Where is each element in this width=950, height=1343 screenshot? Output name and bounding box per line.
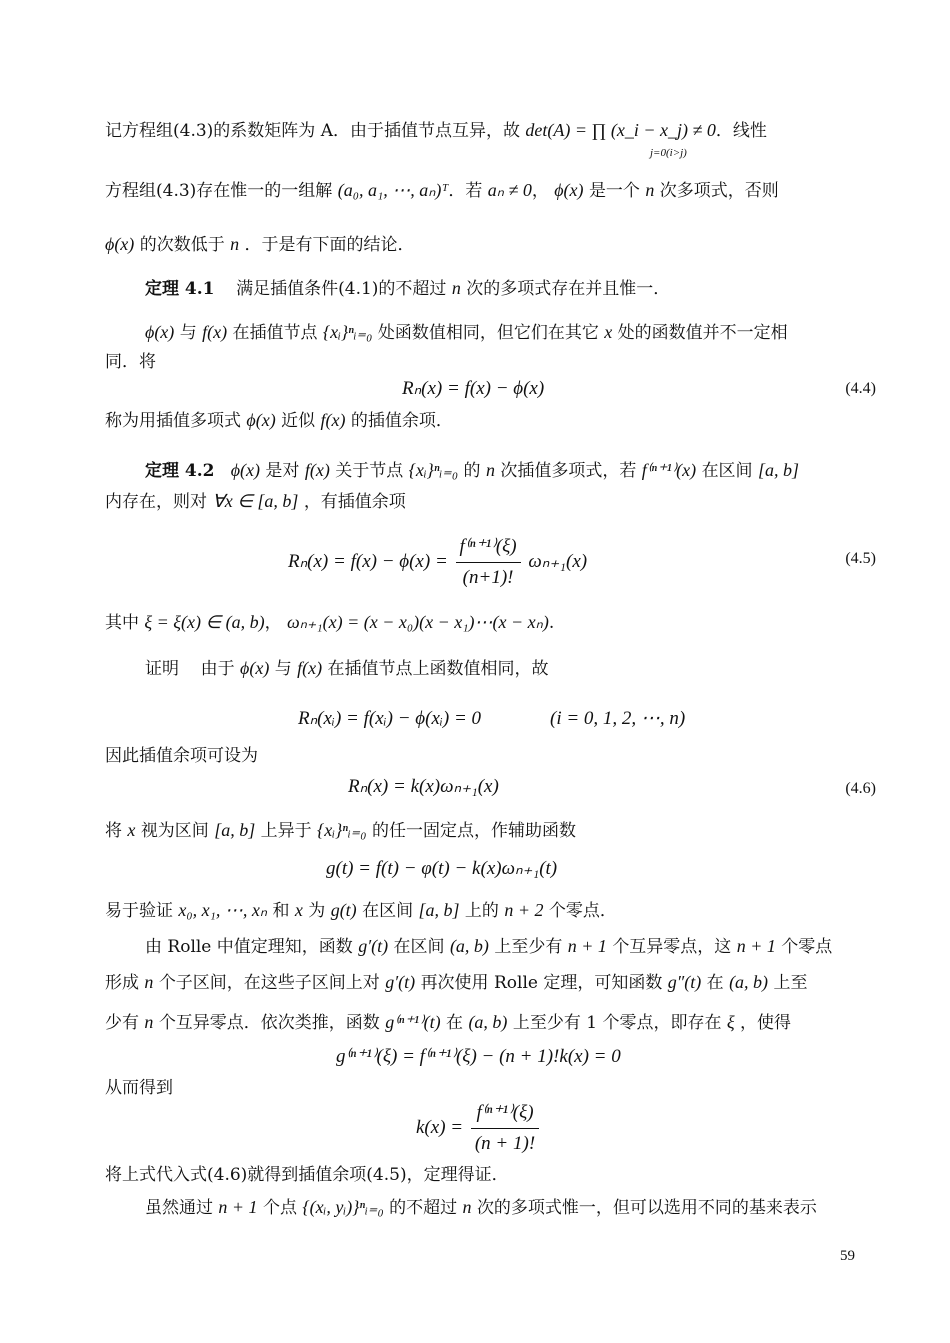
text: ，使得 [740, 1013, 791, 1033]
text: 将 [105, 821, 122, 841]
theorem-4-1 [145, 276, 915, 301]
theorem-4-2 [145, 458, 875, 483]
paragraph-line [105, 232, 875, 257]
math: g(t) [330, 900, 357, 920]
math: f(x) [297, 658, 323, 678]
paragraph-line [105, 970, 875, 995]
paragraph-line [145, 934, 875, 959]
text: 上至少有 [494, 937, 563, 957]
math: n [485, 460, 495, 480]
math: (a, b) [729, 972, 769, 992]
text: 上的 [464, 901, 499, 921]
math: f(x) [202, 322, 228, 342]
product-index: j=0(i>j) [650, 147, 687, 159]
text: 易于验证 [105, 901, 173, 921]
solution-vector: (a₀, a₁, ⋯, aₙ)ᵀ [337, 180, 449, 200]
text: 由于 [200, 659, 235, 679]
proof-start [145, 656, 915, 681]
text: 在 [706, 973, 724, 993]
text: 是对 [265, 461, 300, 481]
text: 在区间 [362, 901, 414, 921]
math: aₙ ≠ 0 [487, 180, 532, 200]
text: 由 Rolle 中值定理知，函数 [145, 937, 353, 957]
paragraph-line [105, 178, 875, 203]
point-set: {(xᵢ, yᵢ)}ⁿᵢ₌₀ [302, 1197, 384, 1217]
math: n [230, 234, 240, 254]
math: n + 1 [567, 936, 607, 956]
math: [a, b] [757, 460, 799, 480]
math: ξ [726, 1012, 735, 1032]
equation-k [416, 1100, 542, 1157]
paragraph-line [145, 320, 875, 345]
fraction [471, 1100, 539, 1157]
text: 的不超过 [389, 1198, 458, 1218]
paragraph-line [105, 489, 875, 514]
node-set: {xᵢ}ⁿᵢ₌₀ [408, 460, 459, 480]
page-number: 59 [840, 1248, 855, 1264]
text: 次的多项式存在并且惟一． [466, 279, 671, 299]
text: 形成 [105, 973, 139, 993]
paragraph-line [105, 118, 875, 143]
text: 近似 [281, 411, 316, 431]
text: 内存在，则对 [105, 492, 207, 512]
paragraph-line [105, 610, 875, 635]
text: 因此插值余项可设为 [105, 746, 258, 766]
math: ϕ(x) [230, 460, 261, 480]
paragraph-line [105, 818, 875, 843]
text: 和 [272, 901, 290, 921]
equation-auxiliary: g(t) = f(t) − φ(t) − k(x)ωₙ₊₁(t) [326, 858, 558, 879]
text: 其中 [105, 613, 139, 633]
paragraph-line [105, 1163, 875, 1187]
text: 的 [463, 461, 481, 481]
node-set: {xᵢ}ⁿᵢ₌₀ [322, 322, 373, 342]
paragraph-line [145, 1195, 875, 1220]
equation-remainder-nodes: Rₙ(xᵢ) = f(xᵢ) − ϕ(xᵢ) = 0 [298, 708, 482, 729]
equation-number: (4.4) [845, 380, 876, 397]
equation-number: (4.5) [845, 550, 876, 567]
math: (a, b) [449, 936, 489, 956]
text: 少有 [105, 1013, 139, 1033]
paragraph-line [105, 1010, 875, 1035]
text: 在 [446, 1013, 464, 1033]
determinant-formula: det(A) = ∏ (x_i − x_j) ≠ 0 [525, 120, 716, 140]
text: ， [531, 181, 549, 201]
text: ， [264, 613, 282, 633]
paragraph-line [105, 408, 875, 433]
math: ωₙ₊₁(x) = (x − x₀)(x − x₁)⋯(x − xₙ) [287, 612, 549, 632]
math: f(x) [304, 460, 330, 480]
text: 次的多项式惟一，但可以选用不同的基来表示 [476, 1198, 817, 1218]
text: 是一个 [588, 181, 640, 201]
text: 同．将 [105, 352, 156, 372]
text: 的插值余项． [350, 411, 453, 431]
text: 个点 [262, 1198, 297, 1218]
text: 从而得到 [105, 1078, 173, 1098]
text: 为 [308, 901, 326, 921]
text: 方程组(4.3)存在惟一的一组解 [105, 181, 333, 201]
paragraph-line [105, 744, 875, 768]
math: f⁽ⁿ⁺¹⁾(x) [641, 460, 697, 480]
text: 上异于 [260, 821, 312, 841]
theorem-label: 定理 4.2 [145, 461, 215, 481]
fraction-denominator: (n + 1)! [474, 1133, 536, 1154]
text: ．线性 [715, 121, 767, 141]
math: x [294, 900, 303, 920]
text: 个零点． [548, 901, 617, 921]
text: 将上式代入式(4.6)就得到插值余项(4.5)，定理得证． [105, 1165, 509, 1185]
math: n + 1 [736, 936, 776, 956]
text: 视为区间 [140, 821, 209, 841]
fraction-denominator: (n+1)! [462, 567, 514, 588]
math: g′(t) [358, 936, 389, 956]
text: 上至 [773, 973, 808, 993]
text: 满足插值条件(4.1)的不超过 [236, 279, 447, 299]
text: 虽然通过 [145, 1198, 213, 1218]
math: ϕ(x) [145, 322, 175, 342]
math: ϕ(x) [105, 234, 135, 254]
equation-condition: (i = 0, 1, 2, ⋯, n) [550, 708, 686, 729]
math: x [127, 820, 136, 840]
text: 次插值多项式，若 [500, 461, 637, 481]
equation-lhs: k(x) = [416, 1116, 464, 1138]
text: ．于是有下面的结论． [244, 235, 415, 255]
math: ∀x ∈ [a, b] [212, 491, 299, 511]
text: 在区间 [701, 461, 753, 481]
paragraph-line [105, 350, 875, 374]
text: 个互异零点．依次类推，函数 [158, 1013, 380, 1033]
text: 个互异零点，这 [612, 937, 732, 957]
text: 称为用插值多项式 [105, 411, 241, 431]
math: n [645, 180, 655, 200]
math: n [462, 1197, 472, 1217]
paragraph-line [105, 898, 875, 923]
text: 再次使用 Rolle 定理，可知函数 [420, 973, 663, 993]
math: g″(t) [667, 972, 702, 992]
text: 关于节点 [335, 461, 404, 481]
math: x₀, x₁, ⋯, xₙ [178, 900, 268, 920]
math: f(x) [320, 410, 346, 430]
math: [a, b] [214, 820, 256, 840]
text: 上至少有 1 个零点，即存在 [512, 1013, 722, 1033]
text: 在区间 [393, 937, 445, 957]
text: ，有插值余项 [303, 492, 406, 512]
equation-4-6: Rₙ(x) = k(x)ωₙ₊₁(x) [348, 776, 499, 797]
math: ϕ(x) [246, 410, 276, 430]
math: ϕ(x) [240, 658, 270, 678]
math: x [604, 322, 613, 342]
equation-4-4: Rₙ(x) = f(x) − ϕ(x) [402, 378, 545, 399]
equation-4-5 [288, 534, 587, 591]
equation-rhs: ωₙ₊₁(x) [528, 550, 588, 572]
math: [a, b] [418, 900, 460, 920]
math: (a, b) [468, 1012, 508, 1032]
node-set: {xᵢ}ⁿᵢ₌₀ [317, 820, 367, 840]
equation-lhs: Rₙ(x) = f(x) − ϕ(x) = [288, 550, 448, 572]
fraction-numerator: f⁽ⁿ⁺¹⁾(ξ) [471, 1100, 539, 1129]
math: ϕ(x) [554, 180, 584, 200]
text: 与 [274, 659, 292, 679]
text: 与 [179, 323, 197, 343]
text: 处函数值相同，但它们在其它 [377, 323, 599, 343]
equation-number: (4.6) [845, 780, 876, 797]
math: n + 1 [218, 1197, 258, 1217]
fraction [456, 534, 521, 591]
text: 在插值节点上函数值相同，故 [327, 659, 549, 679]
math: n [144, 1012, 154, 1032]
text: . [548, 613, 555, 633]
text: 在插值节点 [232, 323, 318, 343]
text: 记方程组(4.3)的系数矩阵为 A．由于插值节点互异，故 [105, 121, 520, 141]
math: n [451, 278, 461, 298]
text: 处的函数值并不一定相 [617, 323, 788, 343]
text: ．若 [448, 181, 483, 201]
fraction-numerator: f⁽ⁿ⁺¹⁾(ξ) [456, 534, 521, 563]
text: 个零点 [781, 937, 833, 957]
math: ξ = ξ(x) ∈ (a, b) [144, 612, 265, 632]
math: n + 2 [504, 900, 544, 920]
text: 的任一固定点，作辅助函数 [371, 821, 576, 841]
math: n [144, 972, 154, 992]
theorem-label: 定理 4.1 [145, 279, 215, 299]
equation-derivative: g⁽ⁿ⁺¹⁾(ξ) = f⁽ⁿ⁺¹⁾(ξ) − (n + 1)!k(x) = 0 [336, 1046, 621, 1067]
paragraph-line [105, 1076, 875, 1100]
text: 次多项式，否则 [659, 181, 779, 201]
text: 的次数低于 [139, 235, 225, 255]
text: 个子区间，在这些子区间上对 [158, 973, 380, 993]
proof-label: 证明 [145, 659, 179, 679]
math: g⁽ⁿ⁺¹⁾(t) [385, 1012, 441, 1032]
math: g′(t) [385, 972, 416, 992]
